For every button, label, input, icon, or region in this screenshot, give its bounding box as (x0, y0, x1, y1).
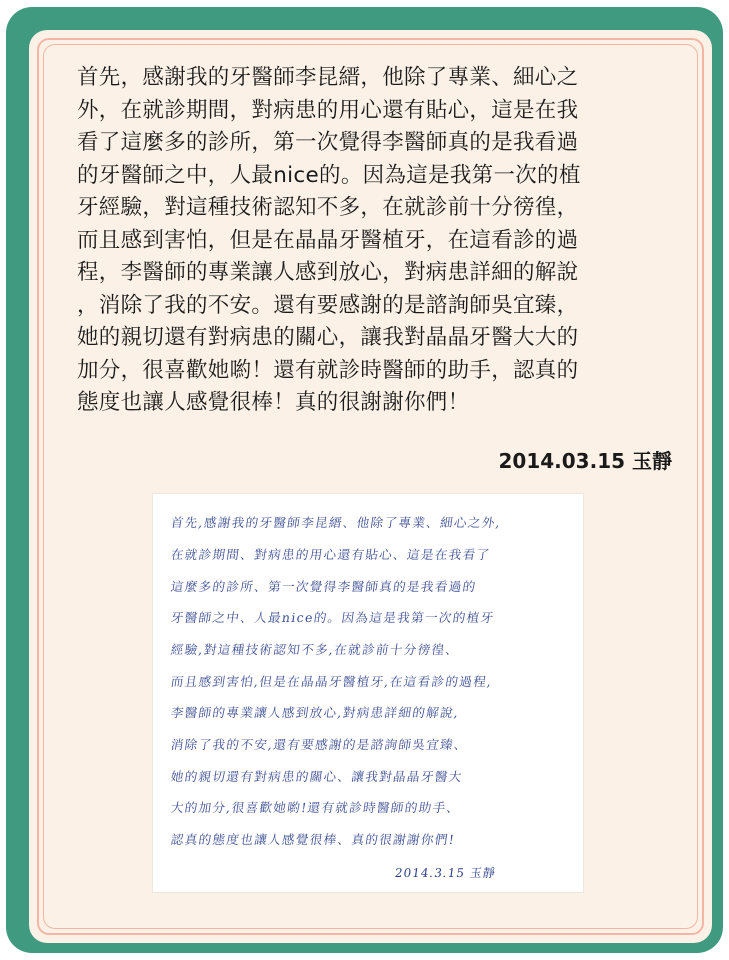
handwritten-line: 認真的態度也讓人感覺很棒、真的很謝謝你們! (169, 832, 457, 847)
handwritten-line: 在就診期間、對病患的用心還有貼心、這是在我看了 (169, 547, 492, 562)
testimonial-text: 首先，感謝我的牙醫師李昆縉，他除了專業、細心之 外，在就診期間，對病患的用心還有貼心，這是在我 看了這麼多的診所，第一次覺得李醫師真的是我看過 的牙醫師之中，人最nice的。因為這是我第一次的植 牙經驗，對這種技術認知不多，在就診前十分徬徨， 而且感到害怕，但是在晶晶牙醫植牙，在這看診的過 程，李醫師的專業讓人感到放心，對病患詳細的解說 ，消除了我的不安。還有要感謝的是諮詢師吳宜臻， 她的親切還有對病患的關心，讓我對晶晶牙醫大大的 加分，很喜歡她喲！還有就診時醫師的助手，認真的 態度也讓人感覺很棒！真的很謝謝你們！ (77, 65, 581, 415)
testimonial-signature: 2014.03.15 玉靜 (498, 449, 672, 473)
handwritten-line: 李醫師的專業讓人感到放心,對病患詳細的解說, (169, 705, 461, 720)
handwritten-line: 而且感到害怕,但是在晶晶牙醫植牙,在這看診的過程, (169, 674, 494, 689)
handwritten-line: 她的親切還有對病患的關心、讓我對晶晶牙醫大 (169, 769, 464, 784)
handwritten-line: 這麼多的診所、第一次覺得李醫師真的是我看過的 (169, 579, 478, 594)
handwritten-line: 經驗,對這種技術認知不多,在就診前十分徬徨、 (169, 642, 461, 657)
testimonial-card (29, 30, 712, 943)
handwritten-signature: 2014.3.15 玉靜 (393, 866, 497, 880)
handwritten-line: 消除了我的不安,還有要感謝的是諮詢師吳宜臻、 (169, 737, 469, 752)
handwritten-line: 牙醫師之中、人最nice的。因為這是我第一次的植牙 (169, 610, 496, 625)
handwritten-line: 大的加分,很喜歡她喲!還有就診時醫師的助手、 (169, 800, 462, 815)
handwritten-letter-image (153, 494, 583, 892)
outer-frame (6, 7, 723, 953)
handwritten-line: 首先,感謝我的牙醫師李昆縉、他除了專業、細心之外, (169, 515, 503, 530)
